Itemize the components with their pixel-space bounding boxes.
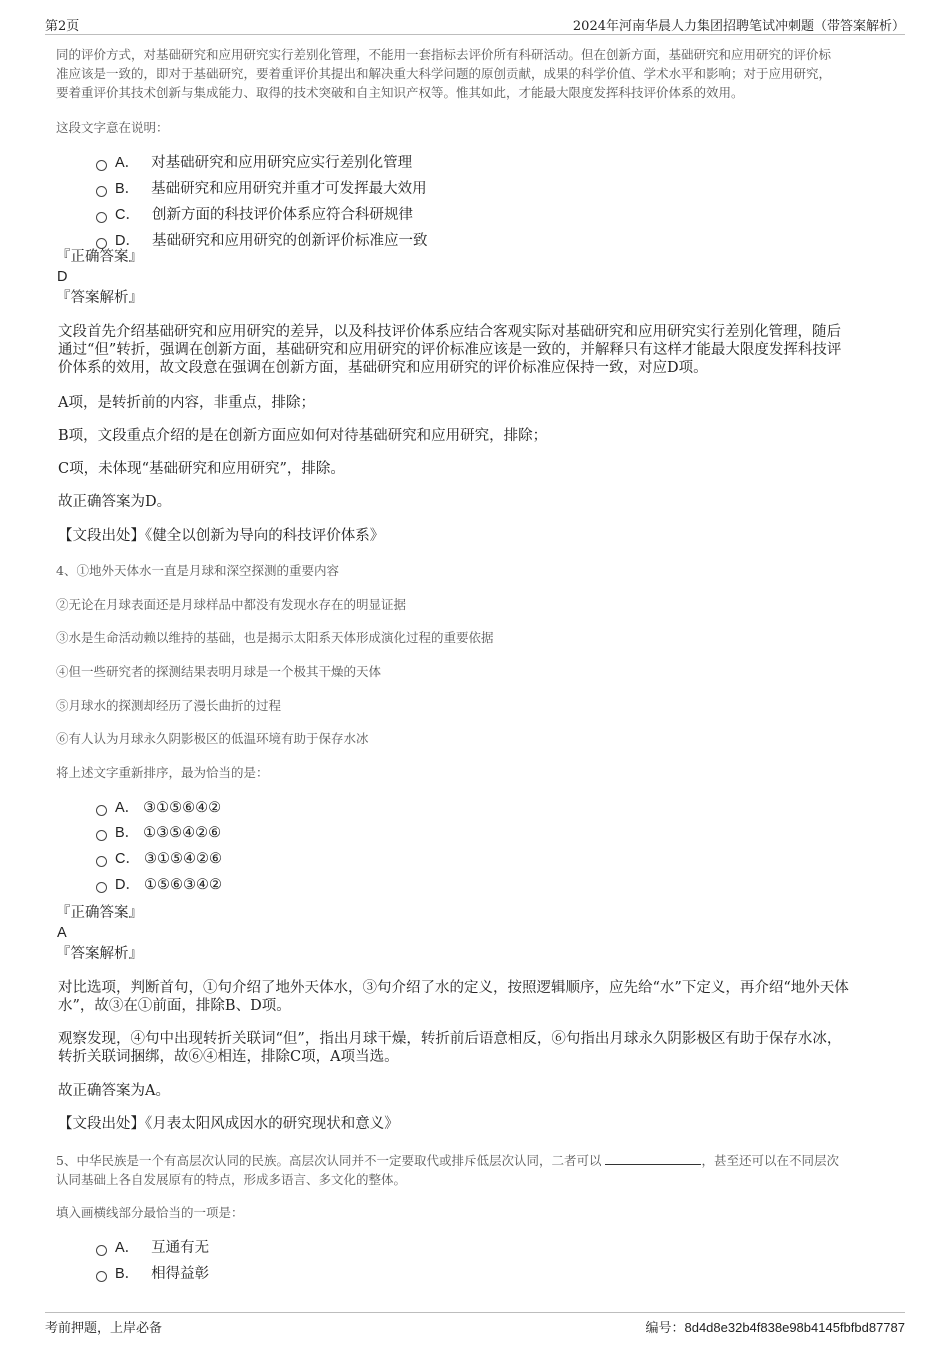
passage-line: 同的评价方式，对基础研究和应用研究实行差别化管理，不能用一套指标去评价所有科研活动。但在创新方面，基础研究和应用研究的评价标	[56, 47, 832, 62]
radio-icon[interactable]	[96, 238, 107, 249]
q3-source: 【文段出处】《健全以创新为导向的科技评价体系》	[58, 528, 385, 544]
q3-option-b[interactable]: B． 基础研究和应用研究并重才可发挥最大效用	[96, 179, 427, 199]
radio-icon[interactable]	[96, 160, 107, 171]
page-number: 第2页	[45, 19, 80, 34]
analysis-line: 通过“但”转折，强调在创新方面，基础研究和应用研究的评价标准应该是一致的，并解释只有这样才能最大限度发挥科技评	[58, 342, 842, 358]
q4-analysis-2	[58, 1030, 898, 1066]
q3-note-b: B项，文段重点介绍的是在创新方面应如何对待基础研究和应用研究，排除；	[58, 428, 548, 444]
q4-sentence-6: ⑥有人认为月球永久阴影极区的低温环境有助于保存水冰	[56, 731, 369, 746]
q4-option-b[interactable]: B． ①③⑤④②⑥	[96, 823, 221, 843]
analysis-line: 文段首先介绍基础研究和应用研究的差异，以及科技评价体系应结合客观实际对基础研究和应用研究实行差别化管理，随后	[58, 324, 841, 340]
passage-line: 要着重评价其技术创新与集成能力、取得的技术突破和自主知识产权等。惟其如此，才能最大限度发挥科技评价体系的效用。	[56, 85, 744, 100]
q5-option-b[interactable]: B． 相得益彰	[96, 1264, 209, 1284]
q4-sentence-5: ⑤月球水的探测却经历了漫长曲折的过程	[56, 698, 282, 713]
q4-answer-label: 『正确答案』	[56, 905, 143, 921]
q3-passage	[56, 45, 906, 102]
passage-line: 准应该是一致的，即对于基础研究，要着重评价其提出和解决重大科学问题的原创贡献，成果的科学价值、学术水平和影响；对于应用研究，	[56, 66, 832, 81]
document-title: 2024年河南华晨人力集团招聘笔试冲刺题（带答案解析）	[572, 19, 905, 34]
q4-sentence-1: 4、①地外天体水一直是月球和深空探测的重要内容	[56, 563, 339, 578]
radio-icon[interactable]	[96, 830, 107, 841]
radio-icon[interactable]	[96, 805, 107, 816]
radio-icon[interactable]	[96, 212, 107, 223]
page-header	[45, 12, 905, 35]
q4-sentence-2: ②无论在月球表面还是月球样品中都没有发现水存在的明显证据	[56, 597, 407, 612]
q3-conclusion: 故正确答案为D。	[58, 494, 172, 510]
analysis-line: 价体系的效用，故文段意在强调在创新方面，基础研究和应用研究的评价标准应保持一致，对应D项。	[58, 360, 708, 376]
q4-option-a[interactable]: A． ③①⑤⑥④②	[96, 798, 221, 818]
q4-sentence-4: ④但一些研究者的探测结果表明月球是一个极其干燥的天体	[56, 664, 382, 679]
fill-in-blank	[605, 1152, 701, 1165]
q3-analysis	[58, 323, 898, 377]
q3-option-d[interactable]: D． 基础研究和应用研究的创新评价标准应一致	[96, 231, 427, 251]
q4-option-d[interactable]: D． ①⑤⑥③④②	[96, 875, 222, 895]
q5-option-a[interactable]: A． 互通有无	[96, 1238, 209, 1258]
q3-option-a[interactable]: A． 对基础研究和应用研究应实行差别化管理	[96, 153, 412, 173]
q4-conclusion: 故正确答案为A。	[58, 1083, 170, 1099]
radio-icon[interactable]	[96, 1245, 107, 1256]
q5-stem-line-2: 认同基础上各自发展原有的特点，形成多语言、多文化的整体。	[56, 1172, 407, 1187]
radio-icon[interactable]	[96, 856, 107, 867]
page-footer	[45, 1312, 905, 1335]
footer-slogan: 考前押题，上岸必备	[45, 1321, 163, 1336]
q4-option-c[interactable]: C． ③①⑤④②⑥	[96, 849, 222, 869]
q3-answer: D	[57, 269, 68, 285]
radio-icon[interactable]	[96, 882, 107, 893]
q3-analysis-label: 『答案解析』	[56, 290, 143, 306]
q4-answer: A	[57, 925, 67, 941]
q3-stem: 这段文字意在说明：	[56, 120, 169, 135]
analysis-line: 对比选项，判断首句，①句介绍了地外天体水，③句介绍了水的定义，按照逻辑顺序，应先给“水”下定义，再介绍“地外天体	[58, 980, 849, 996]
footer-serial: 编号：8d4d8e32b4f838e98b4145fbfbd87787	[645, 1320, 905, 1335]
q5-stem: 填入画横线部分最恰当的一项是：	[56, 1205, 244, 1220]
q4-analysis-label: 『答案解析』	[56, 946, 143, 962]
q5-stem-line-1: 5、中华民族是一个有高层次认同的民族。高层次认同并不一定要取代或排斥低层次认同，二者可以 ，甚至还可以在不同层次	[56, 1153, 839, 1168]
q4-stem: 将上述文字重新排序，最为恰当的是：	[56, 765, 269, 780]
analysis-line: 观察发现，④句中出现转折关联词“但”，指出月球干燥，转折前后语意相反，⑥句指出月球永久阴影极区有助于保存水冰，	[58, 1031, 842, 1047]
q3-note-a: A项，是转折前的内容，非重点，排除；	[58, 395, 315, 411]
q4-analysis-1	[58, 979, 898, 1015]
q3-note-c: C项，未体现“基础研究和应用研究”，排除。	[58, 461, 345, 477]
radio-icon[interactable]	[96, 1271, 107, 1282]
q3-answer-label: 『正确答案』	[56, 249, 143, 265]
analysis-line: 水”，故③在①前面，排除B、D项。	[58, 998, 291, 1014]
q4-sentence-3: ③水是生命活动赖以维持的基础，也是揭示太阳系天体形成演化过程的重要依据	[56, 630, 494, 645]
q4-source: 【文段出处】《月表太阳风成因水的研究现状和意义》	[58, 1116, 399, 1132]
analysis-line: 转折关联词捆绑，故⑥④相连，排除C项，A项当选。	[58, 1049, 399, 1065]
radio-icon[interactable]	[96, 186, 107, 197]
q3-option-c[interactable]: C． 创新方面的科技评价体系应符合科研规律	[96, 205, 413, 225]
